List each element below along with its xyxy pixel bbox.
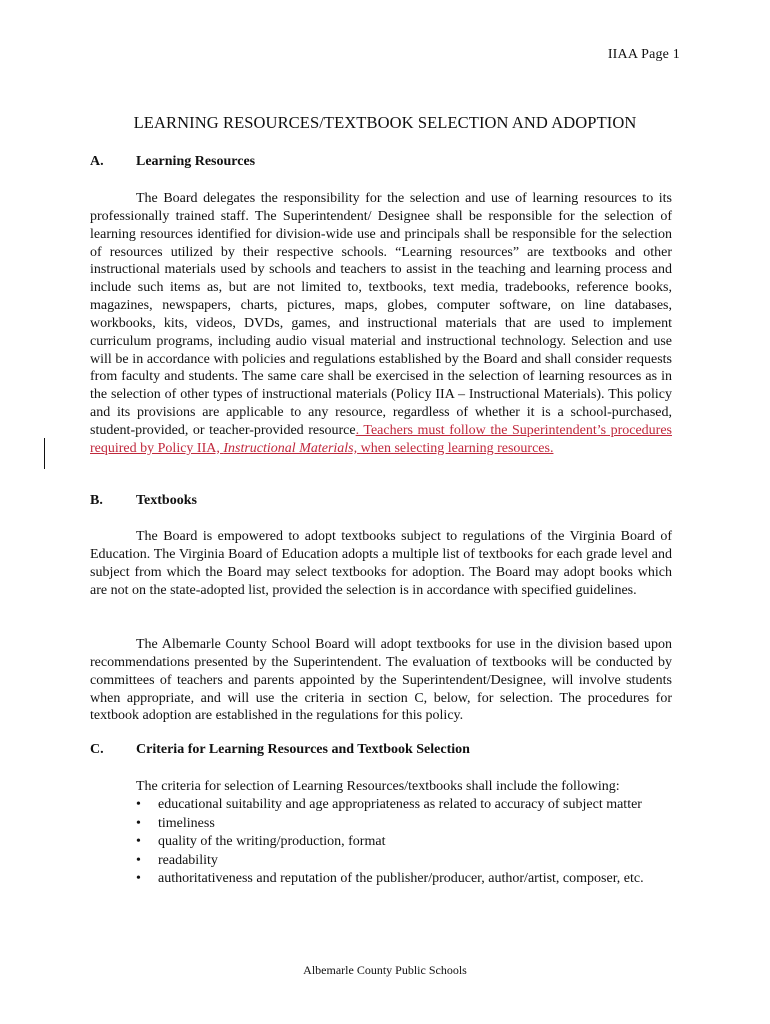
paragraph-text: The Board is empowered to adopt textbooks subject to regulations of the Virginia Board of Education. The Virginia Board of Education adopts a multiple list of textbooks for each grade level and subject from which the Board may select textbooks for adoption. The Board may adopt books which are not on the state-adopted list, provided the selection is in accordance with specified guidelines. <box>90 529 672 598</box>
bullet-icon: • <box>136 852 141 868</box>
section-a-heading <box>90 154 255 170</box>
list-item: • quality of the writing/production, format <box>136 833 666 852</box>
section-letter: C. <box>90 742 104 757</box>
list-item: • educational suitability and age appropriateness as related to accuracy of subject matter <box>136 796 666 815</box>
section-letter: A. <box>90 154 104 169</box>
list-item: • authoritativeness and reputation of the publisher/producer, author/artist, composer, etc. <box>136 870 666 889</box>
section-b-paragraph-1 <box>90 528 672 599</box>
list-item: • readability <box>136 852 666 871</box>
paragraph-text: The Board delegates the responsibility for the selection and use of learning resources to its professionally trained staff. The Superintendent/ Designee shall be responsible for the selection of learning resources identified for division-wide use and principals shall be responsible for the selection of resources utilized by their respective schools. “Learning resources” are textbooks and other instructional materials used by schools and teachers to assist in the teaching and learning process and include such items as, but are not limited to, textbooks, text media, tradebooks, reference books, magazines, newspapers, charts, pictures, maps, globes, computer software, on line databases, workbooks, kits, videos, DVDs, games, and instructional materials that are used to implement curriculum programs, including audio visual material and instructional technology. Selection and use will be in accordance with policies and regulations established by the Board and shall consider requests from faculty and students. The same care shall be exercised in the selection of learning resources as in the selection of other types of instructional materials (Policy IIA – Instructional Materials). This policy and its provisions are applicable to any resource, regardless of whether it is a school-purchased, student-provided, or teacher-provided resource <box>90 191 672 438</box>
page-footer: Albemarle County Public Schools <box>303 963 467 977</box>
list-item: • timeliness <box>136 815 666 834</box>
section-title: Learning Resources <box>136 154 256 169</box>
revision-text: . Teachers must follow the Superintendent’s procedures required by Policy IIA, Instructional Materials, when selecting learning resources. <box>90 422 672 456</box>
section-letter: B. <box>90 493 103 508</box>
section-title: Textbooks <box>136 493 197 508</box>
section-a-paragraph <box>90 190 672 458</box>
document-title: LEARNING RESOURCES/TEXTBOOK SELECTION AND ADOPTION <box>133 113 637 132</box>
section-b-heading <box>90 493 197 509</box>
criteria-list <box>136 796 666 889</box>
bullet-icon: • <box>136 834 141 850</box>
page-header: IIAA Page 1 <box>607 47 680 62</box>
section-title: Criteria for Learning Resources and Textbook Selection <box>136 742 470 757</box>
section-b-paragraph-2 <box>90 636 672 725</box>
section-c-heading <box>90 742 470 758</box>
bullet-icon: • <box>136 815 141 831</box>
bullet-icon: • <box>136 797 141 812</box>
bullet-icon: • <box>136 871 141 887</box>
policy-reference: Instructional Materials, <box>223 440 358 456</box>
paragraph-text: The Albemarle County School Board will adopt textbooks for use in the division based upon recommendations presented by the Superintendent. The evaluation of textbooks will be conducted by committees of teachers and parents appointed by the Superintendent/Designee, will involve students when appropriate, and will use the criteria in section C, below, for selection. The procedures for textbook adoption are established in the regulations for this policy. <box>90 637 672 724</box>
change-bar <box>44 438 45 469</box>
criteria-intro: The criteria for selection of Learning Resources/textbooks shall include the following: <box>136 779 620 794</box>
